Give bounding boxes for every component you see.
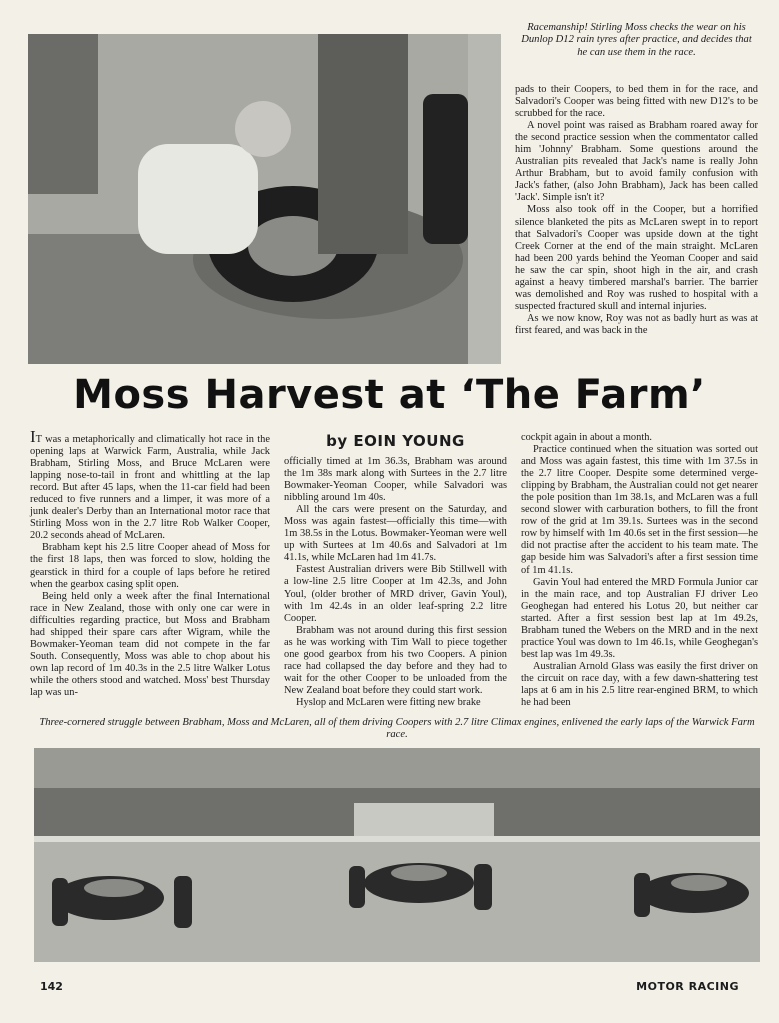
col2-paragraph: Hyslop and McLaren were fitting new brake	[296, 696, 481, 708]
col3-paragraph: Practice continued when the situation was sorted out and Moss was again fastest, this time with 1m 37.5s in the 2.7 litre Cooper. Despite some determined verge-clipping by Brabham, the Australian could not get nearer the pole position than 1m 38.1s, and McLaren was a full second slower with carburation bothers, to fill the front row of the grid at 1m 39.1s. Surtees was in the second row by himself with 1m 40.6s set in the first session—he did not practise after the accident to his team mate. The gap beside him was Salvadori's after a first session time of 1m 41.1s.	[521, 444, 758, 576]
photo-moss-tyres	[28, 34, 501, 364]
col2-paragraph: officially timed at 1m 36.3s, Brabham was around the 1m 38s mark along with Surtees in the 2.7 litre Bowmaker-Yeoman Cooper, while Salvadori was nibbling around 1m 40s.	[284, 456, 507, 504]
col1-first-text: T was a metaphorically and climatically hot race in the opening laps at Warwick Farm, Australia, while Jack Brabham, Stirling Moss, and Bruce McLaren were lapping nose-to-tail in front and whittling at the lap record. But after 45 laps, when the 11-car field had been reduced to five runners and a limper, it was more of a junk dealer's Derby than an International motor race that Stirling Moss won in the 2.7 litre Rob Walker Cooper, 20.2 seconds ahead of McLaren.	[30, 434, 270, 542]
headline: Moss Harvest at ‘The Farm’	[73, 372, 706, 418]
col3-paragraph: cockpit again in about a month.	[521, 432, 653, 443]
drop-cap: I	[30, 427, 36, 446]
col1-paragraph: Brabham kept his 2.5 litre Cooper ahead of Moss for the first 18 laps, then was forced to slow, holding the gearstick in third for a couple of laps before he retired when the gearbox casing split open.	[30, 542, 270, 590]
col1-paragraph	[30, 427, 270, 542]
right-paragraph: As we now know, Roy was not as badly hurt as was at first feared, and was back in the	[515, 312, 758, 336]
byline: by EOIN YOUNG	[326, 432, 465, 450]
column-2	[284, 456, 507, 709]
right-paragraph: A novel point was raised as Brabham roared away for the second practice session when the commentator called him 'Johnny' Brabham. Some questions around the Australian pits revealed that Jack's name is really John Arthur Brabham, but to avoid family confusion with Jack's father, (also John Brabham), Jack has been called 'Jack'. Simple isn't it?	[515, 120, 758, 204]
col2-paragraph: Fastest Australian drivers were Bib Stillwell with a low-line 2.5 litre Cooper at 1m 42.3s, and John Youl, (older brother of MRD driver, Gavin Youl), with 1m 42.4s in an older leaf-spring 2.2 litre Cooper.	[284, 564, 507, 624]
column-1	[30, 427, 270, 699]
caption-bottom: Three-cornered struggle between Brabham, Moss and McLaren, all of them driving Coopers with 2.7 litre Climax engines, enlivened the early laps of the Warwick Farm race.	[39, 717, 755, 741]
right-column	[515, 84, 758, 337]
column-3	[521, 432, 758, 709]
right-paragraph: Moss also took off in the Cooper, but a horrified silence blanketed the pits as McLaren swept in to report that Salvadori's Cooper was upside down at the tight Creek Corner at the end of the main straight. McLaren had been 200 yards behind the Yeoman Cooper and said he saw the car spin, shoot high in the air, and crash against a heavy timbered marshal's barrier. The barrier was demolished and Roy was rushed to hospital with a suspected fractured skull and internal injuries.	[515, 204, 758, 312]
caption-top: Racemanship! Stirling Moss checks the wear on his Dunlop D12 rain tyres after practice, and decides that he can use them in the race.	[521, 22, 752, 58]
right-paragraph: pads to their Coopers, to bed them in for the race, and Salvadori's Cooper was being fitted with new D12's to be scrubbed for the race.	[515, 84, 758, 120]
col2-paragraph: All the cars were present on the Saturday, and Moss was again fastest—officially this time—with 1m 38.5s in the Lotus. Bowmaker-Yeoman were well up with Surtees at 1m 40.6s and Salvadori at 1m 41.1s, while McLaren had 1m 41.7s.	[284, 504, 507, 564]
photo-moss-tyres-graphic	[28, 34, 501, 364]
col3-paragraph: Gavin Youl had entered the MRD Formula Junior car in the main race, and top Australian FJ driver Leo Geoghegan had entered his Lotus 20, but neither car started. After a first session best lap at 1m 49.2s, Brabham tuned the Webers on the MRD and in the next practice Youl was down to 1m 46.1s, while Geoghegan's best lap was 1m 49.3s.	[521, 576, 758, 660]
photo-race-cars-graphic	[34, 748, 760, 962]
magazine-name: MOTOR RACING	[636, 980, 739, 993]
col2-paragraph: Brabham was not around during this first session as he was working with Tim Wall to piece together one good gearbox from his two Coopers. A pinion race had collapsed the day before and they had to wait for the other Cooper to be unloaded from the New Zealand boat before they could start work.	[284, 624, 507, 696]
col1-paragraph: Being held only a week after the final International race in New Zealand, those with only one car were in difficulties regarding practice, but Moss and Brabham had shipped their spare cars after Wigram, while the Bowmaker-Yeoman team did not compete in the far South. Consequently, Moss was able to chop about his own lap record of 1m 40.3s in the 2.5 litre Walker Lotus while the others stood and watched. Moss' best Thursday lap was un-	[30, 590, 270, 698]
col3-paragraph: Australian Arnold Glass was easily the first driver on the circuit on race day, with a few dawn-shattering test laps at 6 am in his 2.5 litre rear-engined BRM, to which he had been	[521, 660, 758, 709]
photo-race-cars	[34, 748, 760, 962]
page-number: 142	[40, 980, 63, 993]
